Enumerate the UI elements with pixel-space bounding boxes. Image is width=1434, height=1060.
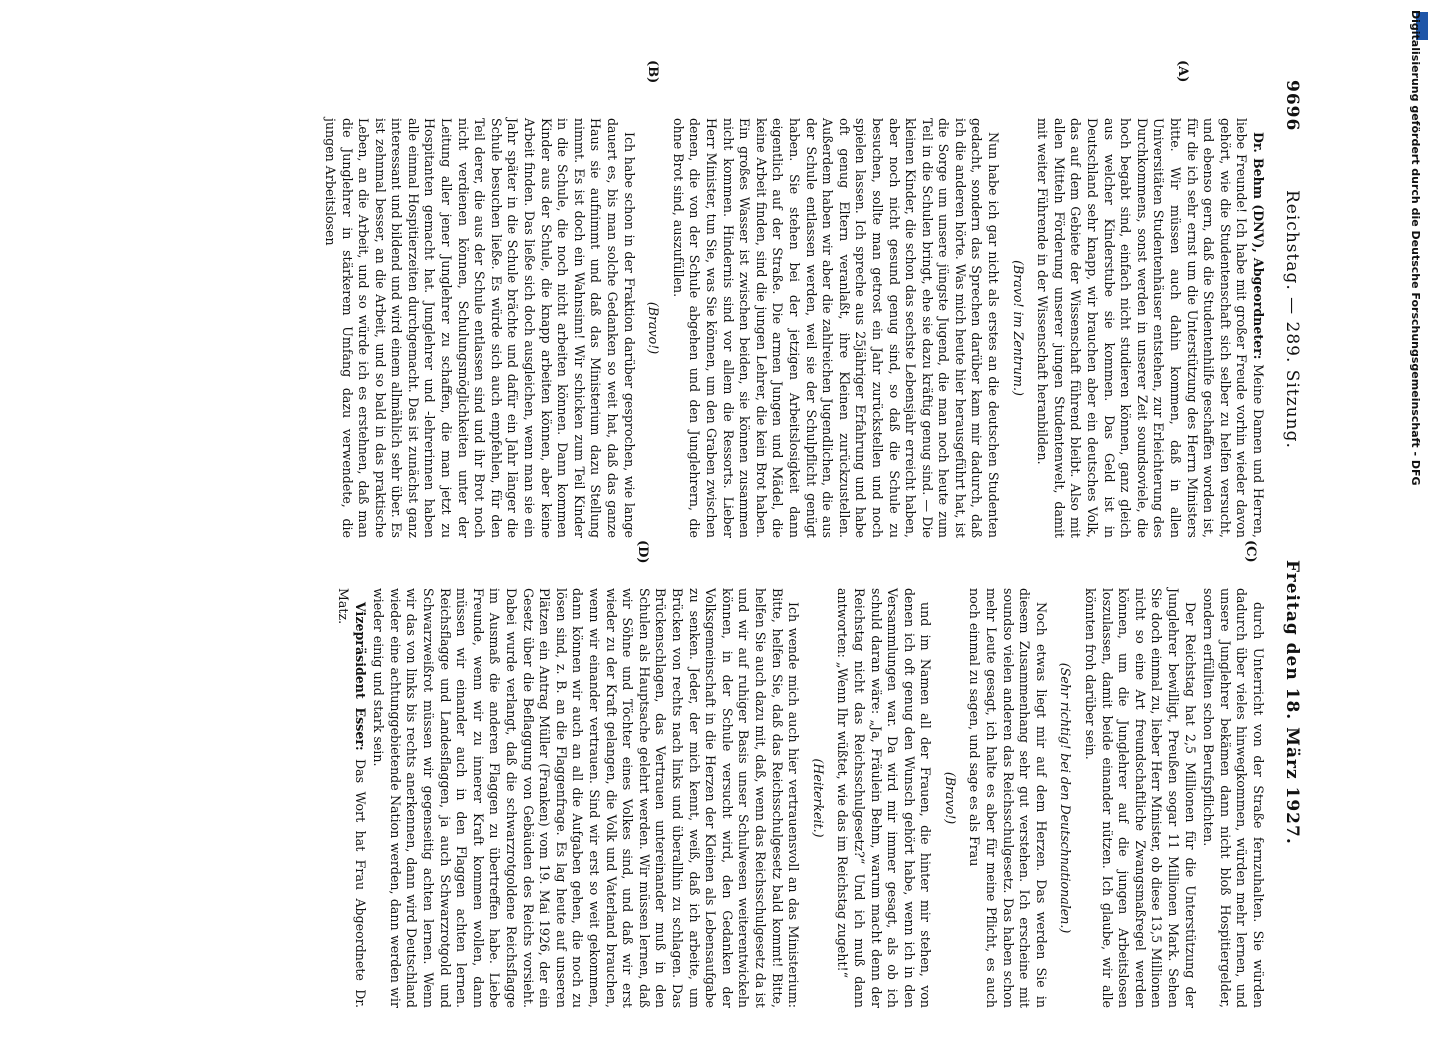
left-column (319, 118, 1266, 538)
digitization-credit (1408, 10, 1428, 990)
paragraph: Ich habe schon in der Fraktion darüber gesprochen, wie lange dauert es, bis man solche Gedanken so weit hat, daß das ganze Haus sie aufnimmt und daß das Ministerium dazu Stellung nimmt. Es ist doch ein Wahnsinn! Wir schicken zum Teil Kinder in die Schule, die noch nicht arbeiten können. Dann kommen Kinder aus der Schule, die knapp arbeiten können, aber keine Arbeit finden. Das ließe sich doch ausgleichen, wenn man sie ein Jahr später in die Schule brächte und dafür ein Jahr länger die Schule besuchen ließe. Es würde sich auch empfehlen, für den Teil derer, die aus der Schule entlassen sind und ihr Brot noch nicht verdienen können, Schulungsmöglichkeiten unter der Leitung aller jener Junglehrer zu schaffen, die man jetzt zu Hospitanten gemacht hat. Junglehrer und -lehrerinnen haben alle einmal Hospitierzeiten durchgemacht. Das ist zunächst ganz interessant und bildend und wird einem allmählich sehr über. Es ist zehnmal besser, an die Arbeit, und so bald in das praktische Leben, an die Arbeit, und so würde ich es erstehnen, daß man die Junglehrer in stärkerem Umfang dazu verwendete, die jungen Arbeitslosen (322, 118, 637, 538)
paragraph: und im Namen all der Frauen, die hinter mir stehen, von denen ich oft genug den Wunsch gehört habe, wenn ich in den Versammlungen war. Da wird mir immer gesagt, als ob ich schuld daran wäre: „Ja, Fräulein Behm, warum macht denn der Reichstag nicht das Reichsschulgesetz?“ Und ich muß dann antworten: „Wenn Ihr wüßtet, wie das im Reichstag zugeht!“ (835, 588, 934, 1008)
page-header (1270, 40, 1310, 1060)
right-column (333, 588, 1266, 1008)
interjection: (Bravo!) (646, 301, 662, 355)
paragraph: Das Wort hat Frau Abgeordnete Dr. Matz. (336, 588, 368, 1008)
interjection: (Bravo!) (942, 771, 958, 825)
paragraph: Der Reichstag hat 2,5 Millionen für die Unterstützung der Junglehrer bewilligt, Preußen sogar 11 Millionen Mark. Sehen Sie doch einmal zu, lieber Herr Minister, ob diese 13,5 Millionen nicht so eine Art freundschaftliche Zwangsmaßregel werden können, um die Junglehrer auf die jungen Arbeitslosen loszulassen, damit beide einander nützen. Ich glaube, wir alle könnten froh darüber sein. (1083, 588, 1198, 1008)
margin-marker-c: (C) (1243, 540, 1258, 563)
page-number: 9696 (1282, 80, 1302, 132)
margin-marker-b: (B) (645, 60, 660, 84)
session-title: Reichstag. — 289. Sitzung. (1282, 190, 1302, 449)
date-title: Freitag den 18. März 1927. (1282, 560, 1302, 845)
interjection: (Sehr richtig! bei den Deutschnationalen.) (1058, 662, 1074, 934)
paragraph: Meine Damen und Herren, liebe Freunde! Ich habe mit großer Freude vorhin wieder davon gehört, wie die Studentenschaft sich selber zu helfen versucht, und ebenso gern, daß die Studentenhilfe geschaffen worden ist, für die ich sehr ernst um die Unterstützung des Herrn Ministers bitte. Wir müssen auch dahin kommen, daß in allen Universitäten Studentenhäuser entstehen, zur Erleichterung des Durchkommens, sonst werden in unserer Zeit soundsoviele, die hoch begabt sind, einfach nicht studieren können, ganz gleich aus welcher Kinderstube sie kommen. Das Geld ist in Deutschland sehr knapp, wir brauchen aber ein deutsches Volk, das auf dem Gebiete der Wissenschaft führend bleibt. Also mit allen Mitteln Förderung unserer jungen Studentenwelt, damit mit weiter Führende in der Wissenschaft heranbilden. (1035, 118, 1266, 538)
credit-text: Digitalisierung gefördert durch die Deutsche Forschungsgemeinschaft - DFG (1409, 10, 1422, 486)
speaker-name: Vizepräsident Esser: (352, 602, 368, 751)
paragraph: durch Unterricht von der Straße fernzuhalten. Sie würden dadurch über vieles hinwegkommen, würden mehr lernen, und unsere Junglehrer bekämen dann nicht bloß Hospitiergelder, sondern erfüllten schon Berufspflichten. (1201, 588, 1266, 1008)
paragraph: Nun habe ich gar nicht als erstes an die deutschen Studenten gedacht, sondern das Sprechen darüber kam mir dadurch, daß ich die anderen hörte. Was mich heute hier herausgeführt hat, ist die Sorge um unsere jüngste Jugend, die man noch heute zum Teil in die Schulen bringt, ehe sie dazu kräftig genug sind. — Die kleinen Kinder, die schon das sechste Lebensjahr erreicht haben, aber noch nicht gesund genug sind, so daß die Schule zu besuchen, sollte man getrost ein Jahr zurückstellen und noch spielen lassen. Ich spreche aus 25jähriger Erfahrung und habe oft genug Eltern veranlaßt, ihre Kleinen zurückzustellen. Außerdem haben wir aber die zahlreichen Jugendlichen, die aus der Schule entlassen werden, weil sie der Schulpflicht genügt haben. Sie stehen bei der jetzigen Arbeitslosigkeit dann eigentlich auf der Straße. Die armen Jungen und Mädel, die keine Arbeit finden, sind die jungen Lehrer, die kein Brot haben. Ein großes Wasser ist zwischen beiden, sie können zusammen nicht kommen. Hindernis sind vor allem die Ressorts. Lieber Herr Minister, tun Sie, was Sie können, um den Graben zwischen denen, die von der Schule abgehen und den Junglehrern, die ohne Brot sind, auszufüllen. (670, 118, 1002, 538)
paragraph: Ich wende mich auch hier vertrauensvoll an das Ministerium: Bitte, helfen Sie, daß das Reichsschulgesetz bald kommt! Bitte, helfen Sie auch dazu mit, daß, wenn das Reichsschulgesetz da ist und wir auf ruhiger Basis unser Schulwesen weiterentwickeln können, in der Schule versucht wird, den Gedanken der Volksgemeinschaft in die Herzen der Kleinen als Lebensaufgabe zu senken. Jeder, der mich kennt, weiß, daß ich arbeite, um Brücken von rechts nach links und überallhin zu schlagen. Das Brückenschlagen, das Vertrauen untereinander muß in den Schulen als Hauptsache gelehrt werden. Wir müssen lernen, daß wir Söhne und Töchter eines Volkes sind, und daß wir erst wieder zu der Kraft gelangen, die Volk und Vaterland brauchen, wenn wir einander vertrauen. Sind wir erst so weit gekommen, dann können wir auch an all die Aufgaben gehen, die noch zu lösen sind, z. B. an die Flaggenfrage. Es lag heute auf unseren Plätzen ein Antrag Müller (Franken) vom 19. Mai 1926, der ein Gesetz über die Beflaggung von Gebäuden des Reichs vorsieht. Dabei wurde verlangt, daß die schwarzrotgoldene Reichsflagge im Ausmaß die anderen Flaggen zu übertreffen habe. Liebe Freunde, wenn wir zu innerer Kraft kommen wollen, dann müssen wir einander auch in den Flaggen achten lernen. Reichsflagge und Landesflaggen, ja auch Schwarzrotgold und Schwarzweißrot müssen wir gegenseitig achten lernen. Wenn wir das von links bis rechts anerkennen, dann wird Deutschland wieder eine achtunggebietende Nation werden, dann werden wir wieder einig und stark sein. (371, 588, 802, 1008)
margin-marker-d: (D) (635, 540, 650, 564)
speaker-name: Dr. Behm (DNV), Abgeordneter: (1251, 132, 1266, 360)
paragraph: Noch etwas liegt mir auf dem Herzen. Das werden Sie in diesem Zusammenhang sehr gut verstehen. Ich erscheine mit soundso vielen anderen das Reichsschulgesetz. Das haben schon mehr Leute gesagt, ich halte es aber für meine Pflicht, es auch noch einmal zu sagen, und sage es als Frau (967, 588, 1049, 1008)
interjection: (Bravo! im Zentrum.) (1010, 260, 1026, 396)
margin-marker-a: (A) (1175, 60, 1190, 83)
interjection: (Heiterkeit.) (810, 758, 826, 838)
